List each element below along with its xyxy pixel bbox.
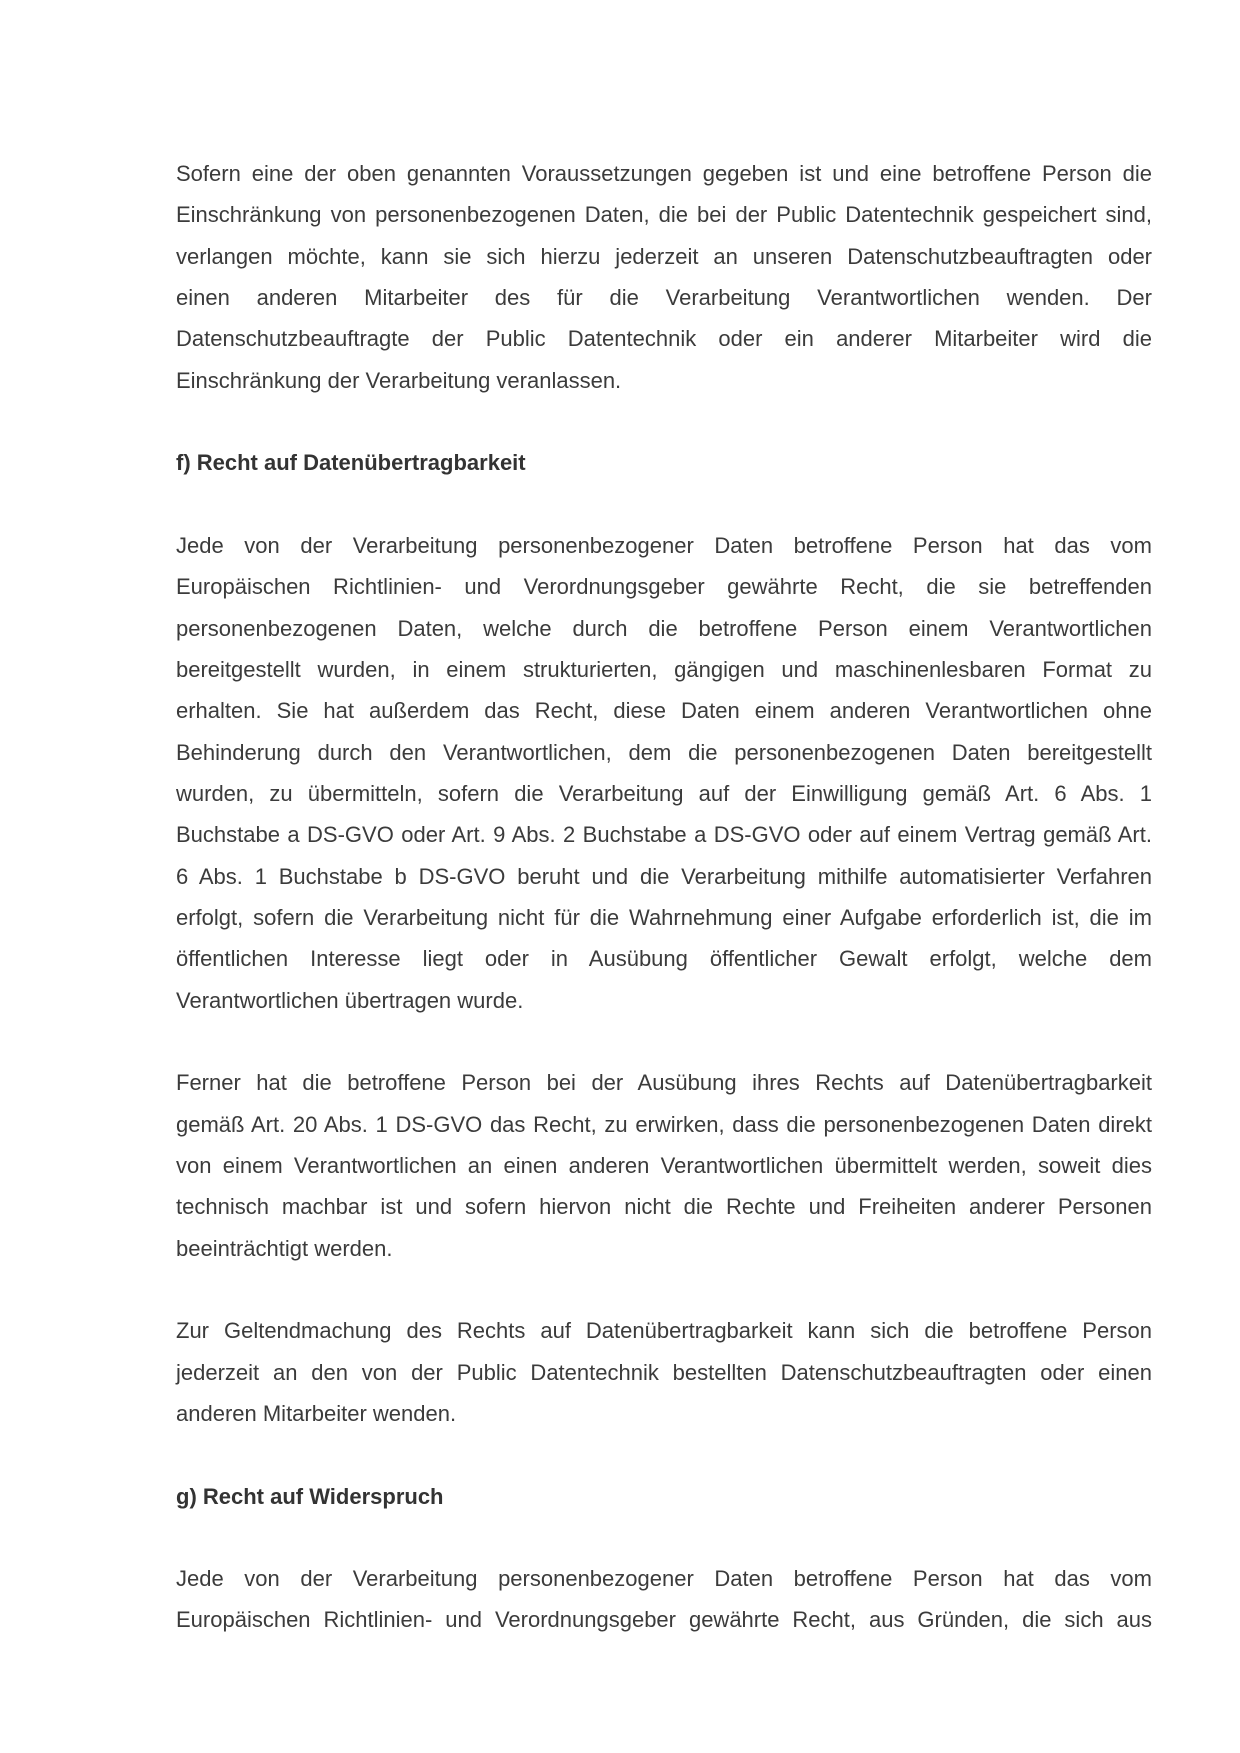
text-line: Buchstabe a DS-GVO oder Art. 9 Abs. 2 Buchstabe a DS-GVO oder auf einem Vertrag gemäß Art. [176, 822, 1152, 848]
text-line: Zur Geltendmachung des Rechts auf Datenübertragbarkeit kann sich die betroffene Person [176, 1318, 1152, 1344]
text-line: verlangen möchte, kann sie sich hierzu jederzeit an unseren Datenschutzbeauftragten oder [176, 243, 1152, 269]
text-line: Datenschutzbeauftragte der Public Datentechnik oder ein anderer Mitarbeiter wird die [176, 326, 1152, 352]
text-line: Einschränkung von personenbezogenen Daten, die bei der Public Datentechnik gespeichert sind, [176, 202, 1152, 228]
text-line: technisch machbar ist und sofern hiervon nicht die Rechte und Freiheiten anderer Personen [176, 1194, 1152, 1220]
text-line: Einschränkung der Verarbeitung veranlassen. [176, 367, 622, 393]
text-line: erfolgt, sofern die Verarbeitung nicht für die Wahrnehmung einer Aufgabe erforderlich ist, die im [176, 904, 1152, 930]
text-line: Jede von der Verarbeitung personenbezogener Daten betroffene Person hat das vom [176, 532, 1152, 558]
text-line: Ferner hat die betroffene Person bei der Ausübung ihres Rechts auf Datenübertragbarkeit [176, 1070, 1152, 1096]
text-line: Europäischen Richtlinien- und Verordnungsgeber gewährte Recht, aus Gründen, die sich aus [176, 1607, 1152, 1633]
text-line: von einem Verantwortlichen an einen anderen Verantwortlichen übermittelt werden, soweit dies [176, 1152, 1152, 1178]
text-line: einen anderen Mitarbeiter des für die Verarbeitung Verantwortlichen wenden. Der [176, 284, 1152, 310]
text-line: Europäischen Richtlinien- und Verordnungsgeber gewährte Recht, die sie betreffenden [176, 574, 1152, 600]
text-line: Verantwortlichen übertragen wurde. [176, 987, 524, 1013]
section-heading [176, 1476, 1152, 1517]
text-line: gemäß Art. 20 Abs. 1 DS-GVO das Recht, zu erwirken, dass die personenbezogenen Daten direkt [176, 1111, 1152, 1137]
section-heading-text: g) Recht auf Widerspruch [176, 1483, 444, 1509]
text-line: jederzeit an den von der Public Datentechnik bestellten Datenschutzbeauftragten oder einen [176, 1359, 1152, 1385]
text-line: bereitgestellt wurden, in einem strukturierten, gängigen und maschinenlesbaren Format zu [176, 656, 1152, 682]
text-line: personenbezogenen Daten, welche durch die betroffene Person einem Verantwortlichen [176, 615, 1152, 641]
text-line: Behinderung durch den Verantwortlichen, dem die personenbezogenen Daten bereitgestellt [176, 739, 1152, 765]
section-heading [176, 442, 1152, 483]
paragraph [176, 1558, 1152, 1641]
text-line: Sofern eine der oben genannten Voraussetzungen gegeben ist und eine betroffene Person die [176, 161, 1152, 186]
text-line: erhalten. Sie hat außerdem das Recht, diese Daten einem anderen Verantwortlichen ohne [176, 698, 1152, 724]
text-line: beeinträchtigt werden. [176, 1235, 393, 1261]
text-line: öffentlichen Interesse liegt oder in Ausübung öffentlicher Gewalt erfolgt, welche dem [176, 946, 1152, 972]
section-heading-text: f) Recht auf Datenübertragbarkeit [176, 450, 526, 476]
paragraph [176, 1310, 1152, 1434]
paragraph [176, 1062, 1152, 1269]
text-line: Jede von der Verarbeitung personenbezogener Daten betroffene Person hat das vom [176, 1566, 1152, 1592]
paragraph [176, 525, 1152, 1021]
text-line: wurden, zu übermitteln, sofern die Verarbeitung auf der Einwilligung gemäß Art. 6 Abs. 1 [176, 780, 1152, 806]
text-line: anderen Mitarbeiter wenden. [176, 1400, 457, 1426]
text-line: 6 Abs. 1 Buchstabe b DS-GVO beruht und die Verarbeitung mithilfe automatisierter Verfahren [176, 863, 1152, 889]
paragraph [176, 153, 1152, 401]
